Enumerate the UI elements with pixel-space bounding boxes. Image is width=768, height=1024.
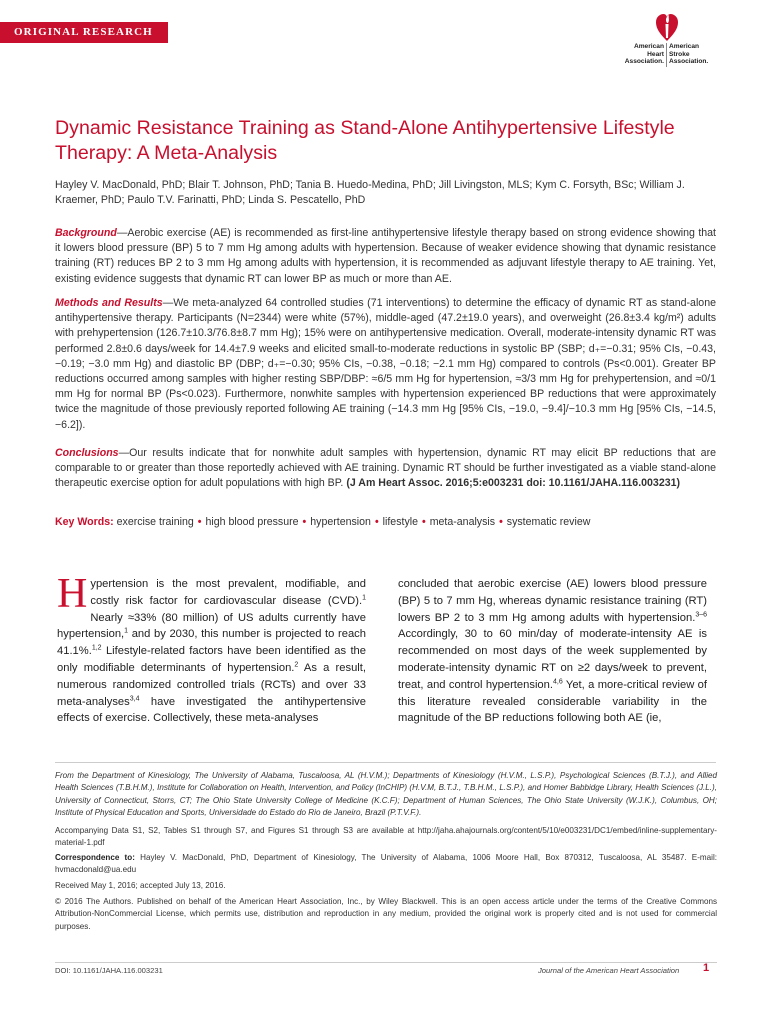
heart-torch-icon bbox=[656, 12, 678, 42]
body-column-right: concluded that aerobic exercise (AE) lowers blood pressure (BP) 5 to 7 mm Hg, whereas dynamic resistance training (RT) lowers BP 2 to 3 mm Hg among adults with hypertension.$^{3-6}$ Accordingly, 30 to 60 min/day of moderate-intensity AE is recommended on most days of the week supplemented by moderate-intensity dynamic RT on ≥2 days/week to prevent, treat, and control hypertension.$^{4,6}$ Yet, a more-critical review of this literature revealed considerable variability in the magnitude of the BP reductions following both AE (ie, bbox=[398, 578, 707, 725]
affiliations: From the Department of Kinesiology, The University of Alabama, Tuscaloosa, AL (H.V.M.); Departments of Kinesiology (H.V.M., L.S.P.), Psychological Sciences (B.T.J.), and Allied Health Sciences (T.B.H.M.), Institute for Collaboration on Health, Intervention, and Policy (InCHIP) (H.V.M, B.T.J., T.B.H.M., L.S.P.), and Homer Babbidge Library, Health Sciences (J.L.), University of Connecticut, Storrs, CT; The Ohio State University College of Medicine (K.C.F); Department of Human Sciences, The Ohio State University (W.J.K.), Columbus, OH; Institute of Physical Education and Sports, Universidade do Estado do Rio de Janeiro, Brazil (P.T.V.F.). bbox=[55, 771, 717, 818]
methods-text: —We meta-analyzed 64 controlled studies (71 interventions) to determine the efficacy of dynamic RT as stand-alone antihypertensive therapy. Participants (N=2344) were white (57%), middle-aged (47.2±19.0 years), and overweight (26.8±3.4 kg/m²) adults with prehypertension (126.7±10.3/76.8±8.7 mm Hg); 15% were on antihypertensive medication. Overall, moderate-intensity dynamic RT was performed 2.8±0.6 days/week for 14.4±7.9 weeks and elicited small-to-moderate reductions in systolic BP (SBP; d₊=−0.31; 95% CIs, −0.43, −0.19; −3.0 mm Hg) and diastolic BP (DBP; d₊=−0.30; 95% CIs, −0.38, −0.18; −2.1 mm Hg) compared to controls (Ps<0.001). Greater BP reductions occurred among samples with higher resting SBP/DBP: ≈6/5 mm Hg for hypertension, ≈3/3 mm Hg for prehypertension, and ≈0/1 mm Hg for normal BP (Ps<0.023). Furthermore, nonwhite samples with hypertension experienced BP reductions that were approximately twice the magnitude of those previously reported following AE training (−14.3 mm Hg [95% CIs, −19.0, −9.4]/−10.3 mm Hg [95% CIs, −14.5, −6.2]). bbox=[55, 297, 716, 431]
keyword: lifestyle bbox=[382, 516, 418, 528]
correspondence bbox=[55, 852, 717, 877]
download-watermark bbox=[0, 0, 14, 1024]
keyword: meta-analysis bbox=[429, 516, 496, 528]
methods-label: Methods and Results bbox=[55, 297, 163, 309]
aha-asa-logo bbox=[620, 12, 712, 68]
conclusions-text: —Our results indicate that for nonwhite adult samples with hypertension, dynamic RT may elicit BP reductions that are comparable to or greater than those reportedly achieved with AE training. Dynamic RT should be further investigated as a viable stand-alone therapeutic exercise option for adult populations with high BP. bbox=[55, 447, 716, 490]
footer-journal: Journal of the American Heart Association bbox=[538, 966, 680, 975]
correspondence-label: Correspondence to: bbox=[55, 853, 135, 862]
keyword: exercise training bbox=[116, 516, 194, 528]
conclusions-label: Conclusions bbox=[55, 447, 119, 459]
keyword: systematic review bbox=[506, 516, 591, 528]
author-list: Hayley V. MacDonald, PhD; Blair T. Johnson, PhD; Tania B. Huedo-Medina, PhD; Jill Livingston, MLS; Kym C. Forsyth, BSc; William J. Kraemer, PhD; Paulo T.V. Farinatti, PhD; Linda S. Pescatello, PhD bbox=[55, 179, 685, 206]
background-label: Background bbox=[55, 227, 117, 239]
abstract-background bbox=[55, 226, 716, 287]
supplementary-note: Accompanying Data S1, S2, Tables S1 through S7, and Figures S1 through S3 are available at http://jaha.ahajournals.org/content/5/10/e003231/DC1/embed/inline-supplementary-material-1.pdf bbox=[55, 826, 717, 848]
drop-cap: H bbox=[57, 571, 88, 617]
asa-name: American Stroke Association. bbox=[669, 43, 709, 65]
received-dates: Received May 1, 2016; accepted July 13, 2016. bbox=[55, 881, 226, 890]
abstract-conclusions bbox=[55, 446, 716, 492]
article-title: Dynamic Resistance Training as Stand-Alone Antihypertensive Lifestyle Therapy: A Meta-Analysis bbox=[55, 117, 675, 164]
body-column-left: Hypertension is the most prevalent, modifiable, and costly risk factor for cardiovascular disease (CVD).$^1$ Nearly ≈33% (80 million) of US adults currently have hypertension,$^1$ and by 2030, this number is projected to reach 41.1%.$^{1,2}$ Lifestyle-related factors have been identified as the only modifiable determinants of hypertension.$^2$ As a result, numerous randomized controlled trials (RCTs) and over 33 meta-analyses$^{3,4}$ have investigated the antihypertensive effects of exercise. Collectively, these meta-analyses bbox=[57, 571, 366, 725]
keyword: hypertension bbox=[310, 516, 371, 528]
footer-doi: DOI: 10.1161/JAHA.116.003231 bbox=[55, 966, 163, 975]
background-text: —Aerobic exercise (AE) is recommended as first-line antihypertensive lifestyle therapy based on strong evidence showing that it lowers blood pressure (BP) 5 to 7 mm Hg among adults with hypertension. Because of weaker evidence showing that dynamic resistance training (RT) reduces BP 2 to 3 mm Hg among adults with hypertension, it is recommended as adjuvant lifestyle therapy to AE training. Yet, existing evidence suggests that dynamic RT can lower BP as much or more than AE. bbox=[55, 227, 716, 285]
article-type-banner: ORIGINAL RESEARCH bbox=[0, 22, 168, 43]
keywords: Key Words: exercise training • high blood pressure • hypertension • lifestyle • meta-analysis • systematic review bbox=[55, 516, 591, 528]
license-note: © 2016 The Authors. Published on behalf of the American Heart Association, Inc., by Wiley Blackwell. This is an open access article under the terms of the Creative Commons Attribution-NonCommercial License, which permits use, distribution and reproduction in any medium, provided the original work is properly cited and is not used for commercial purposes. bbox=[55, 897, 717, 931]
correspondence-text: Hayley V. MacDonald, PhD, Department of Kinesiology, The University of Alabama, 1006 Moore Hall, Box 870312, Tuscaloosa, AL 35487. E-mail: hvmacdonald@ua.edu bbox=[55, 853, 717, 875]
footer-divider bbox=[55, 962, 717, 963]
keywords-label: Key Words: bbox=[55, 516, 114, 528]
keyword: high blood pressure bbox=[205, 516, 299, 528]
footnote-divider bbox=[55, 762, 716, 763]
abstract-methods bbox=[55, 296, 716, 433]
citation: (J Am Heart Assoc. 2016;5:e003231 doi: 10.1161/JAHA.116.003231) bbox=[343, 477, 681, 490]
aha-name: American Heart Association. bbox=[624, 43, 664, 65]
logo-divider bbox=[666, 43, 667, 67]
page-number: 1 bbox=[703, 962, 710, 974]
